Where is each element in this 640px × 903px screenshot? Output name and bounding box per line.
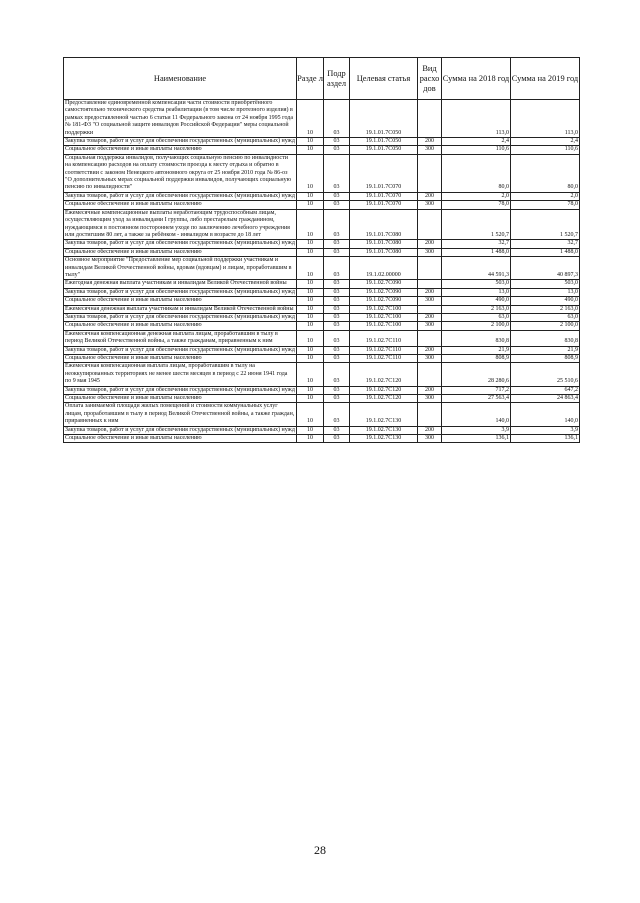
- row-expense-type-cell: [418, 257, 442, 280]
- header-name: Наименование: [64, 58, 297, 100]
- header-expense-type: Вид расхо дов: [418, 58, 442, 100]
- table-row: [64, 297, 580, 305]
- row-target-cell: 19.1.01.7С080: [350, 240, 418, 248]
- header-sum-2018: Сумма на 2018 год: [442, 58, 511, 100]
- row-target-cell: 19.1.01.7С050: [350, 146, 418, 154]
- row-sum-2019-cell: 2 163,0: [511, 305, 580, 313]
- header-row: [64, 58, 580, 100]
- table-row: [64, 305, 580, 313]
- row-target-cell: 19.1.01.7С070: [350, 192, 418, 200]
- budget-table: [63, 57, 580, 443]
- row-target-cell: 19.1.02.7С100: [350, 313, 418, 321]
- row-sum-2018-cell: 80,0: [442, 154, 511, 192]
- table-row: [64, 192, 580, 200]
- row-sum-2018-cell: 27 563,4: [442, 395, 511, 403]
- row-target-cell: 19.1.01.7С080: [350, 209, 418, 240]
- row-subsection-cell: 03: [324, 257, 350, 280]
- row-subsection-cell: 03: [324, 355, 350, 363]
- row-section-cell: 10: [297, 201, 324, 209]
- row-sum-2018-cell: 2 100,0: [442, 322, 511, 330]
- table-row: [64, 363, 580, 386]
- row-sum-2018-cell: 32,7: [442, 240, 511, 248]
- row-section-cell: 10: [297, 100, 324, 138]
- row-expense-type-cell: 300: [418, 322, 442, 330]
- row-sum-2018-cell: 830,8: [442, 330, 511, 346]
- row-section-cell: 10: [297, 313, 324, 321]
- row-sum-2019-cell: 1 520,7: [511, 209, 580, 240]
- row-target-cell: 19.1.01.7С070: [350, 201, 418, 209]
- row-sum-2018-cell: 21,9: [442, 346, 511, 354]
- row-sum-2018-cell: 3,9: [442, 426, 511, 434]
- row-expense-type-cell: 200: [418, 386, 442, 394]
- row-expense-type-cell: 300: [418, 355, 442, 363]
- row-section-cell: 10: [297, 288, 324, 296]
- row-name-cell: Закупка товаров, работ и услуг для обеспечения государственных (муниципальных) нужд: [65, 138, 295, 145]
- row-section-cell: 10: [297, 192, 324, 200]
- row-expense-type-cell: 200: [418, 426, 442, 434]
- row-name-cell: Социальное обеспечение и иные выплаты населению: [64, 435, 297, 443]
- row-section-cell: 10: [297, 330, 324, 346]
- row-name-cell: Закупка товаров, работ и услуг для обеспечения государственных (муниципальных) нужд: [65, 240, 295, 247]
- row-sum-2019-cell: 40 897,3: [511, 257, 580, 280]
- row-sum-2018-cell: 490,0: [442, 297, 511, 305]
- row-subsection-cell: 03: [324, 100, 350, 138]
- row-expense-type-cell: 300: [418, 248, 442, 256]
- header-subsection: Подр аздел: [324, 58, 350, 100]
- row-section-cell: 10: [297, 257, 324, 280]
- row-subsection-cell: 03: [324, 154, 350, 192]
- row-section-cell: 10: [297, 154, 324, 192]
- row-section-cell: 10: [297, 297, 324, 305]
- row-sum-2018-cell: 2,0: [442, 192, 511, 200]
- row-expense-type-cell: [418, 330, 442, 346]
- table-row: [64, 355, 580, 363]
- row-sum-2019-cell: 2 100,0: [511, 322, 580, 330]
- row-sum-2018-cell: 717,2: [442, 386, 511, 394]
- table-row: [64, 330, 580, 346]
- row-sum-2018-cell: 1 520,7: [442, 209, 511, 240]
- row-name-cell: Ежемесячная денежная выплата участникам и инвалидам Великой Отечественной войны: [64, 305, 297, 313]
- row-sum-2019-cell: 2,0: [511, 192, 580, 200]
- row-subsection-cell: 03: [324, 435, 350, 443]
- row-section-cell: 10: [297, 363, 324, 386]
- row-name-cell: Социальное обеспечение и иные выплаты населению: [64, 322, 297, 330]
- row-target-cell: 19.1.02.7С130: [350, 403, 418, 426]
- row-target-cell: 19.1.02.7С130: [350, 426, 418, 434]
- row-target-cell: 19.1.02.7С100: [350, 322, 418, 330]
- row-sum-2019-cell: 140,0: [511, 403, 580, 426]
- row-target-cell: 19.1.02.7С120: [350, 386, 418, 394]
- table-row: [64, 138, 580, 146]
- row-subsection-cell: 03: [324, 201, 350, 209]
- table-row: [64, 426, 580, 434]
- row-name-cell: Предоставление единовременной компенсации части стоимости приобретённого самостоятельно технического средства реабилитации (в том числе протезного изделия) в рамках предоставленной частью 6 статьи 11 Федерального закона от 24 ноября 1995 года № 181-ФЗ "О социальной защите инвалидов Российской Федерации" меры социальной поддержки: [64, 100, 297, 138]
- row-name-cell: Ежемесячные компенсационные выплаты неработающим трудоспособным лицам, осуществляющим уход за инвалидами I группы, либо престарелым гражданином, нуждающимся в постоянном постороннем уходе по заключению лечебного учреждения или достигшим 80 лет, а также за ребёнком - инвалидом в возрасте до 18 лет: [64, 209, 297, 240]
- row-target-cell: 19.1.02.7С100: [350, 305, 418, 313]
- table-row: [64, 288, 580, 296]
- row-section-cell: 10: [297, 280, 324, 288]
- row-name-cell: Закупка товаров, работ и услуг для обеспечения государственных (муниципальных) нужд: [65, 288, 295, 295]
- row-sum-2019-cell: 113,0: [511, 100, 580, 138]
- row-expense-type-cell: 300: [418, 435, 442, 443]
- row-sum-2019-cell: 63,0: [511, 313, 580, 321]
- table-row: [64, 100, 580, 138]
- row-expense-type-cell: [418, 209, 442, 240]
- row-expense-type-cell: 200: [418, 138, 442, 146]
- row-section-cell: 10: [297, 146, 324, 154]
- row-sum-2019-cell: 21,9: [511, 346, 580, 354]
- row-sum-2019-cell: 80,0: [511, 154, 580, 192]
- row-name-cell: Основное мероприятие "Предоставление мер социальной поддержки участникам и инвалидам Великой Отечественной войны, вдовам (вдовцам) и лицам, проработавшим в тылу": [64, 257, 297, 280]
- table-row: [64, 386, 580, 394]
- row-expense-type-cell: [418, 100, 442, 138]
- table-row: [64, 322, 580, 330]
- row-name-cell: Социальное обеспечение и иные выплаты населению: [64, 146, 297, 154]
- row-target-cell: 19.1.01.7С050: [350, 138, 418, 146]
- row-section-cell: 10: [297, 395, 324, 403]
- row-name-cell: Социальное обеспечение и иные выплаты населению: [64, 297, 297, 305]
- row-sum-2018-cell: 503,0: [442, 280, 511, 288]
- row-section-cell: 10: [297, 346, 324, 354]
- row-sum-2019-cell: 647,2: [511, 386, 580, 394]
- table-row: [64, 146, 580, 154]
- row-target-cell: 19.1.02.7С090: [350, 297, 418, 305]
- row-target-cell: 19.1.02.7С120: [350, 363, 418, 386]
- row-name-cell: Оплата занимаемой площади жилых помещений и стоимости коммунальных услуг лицам, проработавшим в тылу в период Великой Отечественной войны, а также граждан, приравненных к ним: [64, 403, 297, 426]
- row-sum-2018-cell: 13,0: [442, 288, 511, 296]
- row-sum-2018-cell: 28 280,6: [442, 363, 511, 386]
- row-subsection-cell: 03: [324, 297, 350, 305]
- row-sum-2018-cell: 63,0: [442, 313, 511, 321]
- row-section-cell: 10: [297, 209, 324, 240]
- row-name-cell: Закупка товаров, работ и услуг для обеспечения государственных (муниципальных) нужд: [65, 386, 295, 393]
- table-row: [64, 257, 580, 280]
- row-name-cell: Социальное обеспечение и иные выплаты населению: [64, 201, 297, 209]
- table-row: [64, 154, 580, 192]
- row-section-cell: 10: [297, 355, 324, 363]
- row-sum-2019-cell: 830,8: [511, 330, 580, 346]
- table-row: [64, 248, 580, 256]
- table-row: [64, 201, 580, 209]
- row-section-cell: 10: [297, 435, 324, 443]
- row-sum-2019-cell: 490,0: [511, 297, 580, 305]
- row-section-cell: 10: [297, 386, 324, 394]
- row-target-cell: 19.1.02.7С090: [350, 288, 418, 296]
- row-expense-type-cell: 200: [418, 240, 442, 248]
- header-target-item: Целевая статья: [350, 58, 418, 100]
- row-name-cell: Социальная поддержка инвалидов, получающих социальную пенсию по инвалидности на компенсацию расходов на оплату стоимости проезда к месту отдыха и обратно в соответствии с законом Ненецкого автономного округа от 25 ноября 2010 года № 86-оз "О дополнительных мерах социальной поддержки инвалидов, получающих социальную пенсию по инвалидности": [64, 154, 297, 192]
- row-expense-type-cell: 300: [418, 201, 442, 209]
- row-subsection-cell: 03: [324, 346, 350, 354]
- row-sum-2018-cell: 113,0: [442, 100, 511, 138]
- row-expense-type-cell: 200: [418, 346, 442, 354]
- row-expense-type-cell: [418, 280, 442, 288]
- row-target-cell: 19.1.02.7С090: [350, 280, 418, 288]
- row-expense-type-cell: [418, 154, 442, 192]
- table-row: [64, 403, 580, 426]
- row-subsection-cell: 03: [324, 313, 350, 321]
- row-expense-type-cell: [418, 305, 442, 313]
- row-name-cell: Социальное обеспечение и иные выплаты населению: [64, 248, 297, 256]
- row-name-cell: Закупка товаров, работ и услуг для обеспечения государственных (муниципальных) нужд: [65, 426, 295, 433]
- row-name-cell: Закупка товаров, работ и услуг для обеспечения государственных (муниципальных) нужд: [65, 192, 295, 199]
- table-row: [64, 435, 580, 443]
- row-section-cell: 10: [297, 403, 324, 426]
- row-sum-2019-cell: 13,0: [511, 288, 580, 296]
- row-sum-2019-cell: 2,4: [511, 138, 580, 146]
- row-subsection-cell: 03: [324, 386, 350, 394]
- row-subsection-cell: 03: [324, 403, 350, 426]
- row-sum-2018-cell: 78,0: [442, 201, 511, 209]
- table-body: [64, 100, 580, 443]
- row-section-cell: 10: [297, 248, 324, 256]
- header-sum-2019: Сумма на 2019 год: [511, 58, 580, 100]
- row-sum-2019-cell: 1 488,0: [511, 248, 580, 256]
- row-sum-2019-cell: 3,9: [511, 426, 580, 434]
- row-sum-2019-cell: 808,9: [511, 355, 580, 363]
- row-sum-2019-cell: 136,1: [511, 435, 580, 443]
- row-section-cell: 10: [297, 426, 324, 434]
- row-subsection-cell: 03: [324, 330, 350, 346]
- row-expense-type-cell: 300: [418, 395, 442, 403]
- row-sum-2019-cell: 503,0: [511, 280, 580, 288]
- row-subsection-cell: 03: [324, 288, 350, 296]
- row-target-cell: 19.1.02.7С110: [350, 346, 418, 354]
- row-subsection-cell: 03: [324, 395, 350, 403]
- row-sum-2018-cell: 110,6: [442, 146, 511, 154]
- row-subsection-cell: 03: [324, 363, 350, 386]
- row-name-cell: Закупка товаров, работ и услуг для обеспечения государственных (муниципальных) нужд: [65, 313, 295, 320]
- row-expense-type-cell: 300: [418, 146, 442, 154]
- page-number: 28: [314, 843, 326, 857]
- row-subsection-cell: 03: [324, 322, 350, 330]
- row-sum-2018-cell: 44 591,3: [442, 257, 511, 280]
- row-expense-type-cell: 200: [418, 313, 442, 321]
- table-row: [64, 395, 580, 403]
- row-name-cell: Социальное обеспечение и иные выплаты населению: [64, 355, 297, 363]
- row-sum-2019-cell: 24 863,4: [511, 395, 580, 403]
- row-subsection-cell: 03: [324, 209, 350, 240]
- table-row: [64, 346, 580, 354]
- table-row: [64, 280, 580, 288]
- row-name-cell: Социальное обеспечение и иные выплаты населению: [64, 395, 297, 403]
- row-sum-2019-cell: 25 510,6: [511, 363, 580, 386]
- row-name-cell: Закупка товаров, работ и услуг для обеспечения государственных (муниципальных) нужд: [65, 346, 295, 353]
- table-row: [64, 313, 580, 321]
- row-target-cell: 19.1.01.7С050: [350, 100, 418, 138]
- row-sum-2018-cell: 2,4: [442, 138, 511, 146]
- row-subsection-cell: 03: [324, 192, 350, 200]
- row-target-cell: 19.1.02.00000: [350, 257, 418, 280]
- row-sum-2018-cell: 136,1: [442, 435, 511, 443]
- row-subsection-cell: 03: [324, 138, 350, 146]
- row-name-cell: Ежемесячная компенсационная выплата лицам, проработавшим в тылу на неоккупированных территориях не менее шести месяцев в период с 22 июня 1941 года по 9 мая 1945: [64, 363, 297, 386]
- row-sum-2019-cell: 78,0: [511, 201, 580, 209]
- row-sum-2019-cell: 32,7: [511, 240, 580, 248]
- row-subsection-cell: 03: [324, 240, 350, 248]
- row-section-cell: 10: [297, 240, 324, 248]
- table-header: [64, 58, 580, 100]
- row-section-cell: 10: [297, 138, 324, 146]
- row-section-cell: 10: [297, 322, 324, 330]
- row-target-cell: 19.1.01.7С080: [350, 248, 418, 256]
- row-target-cell: 19.1.02.7С130: [350, 435, 418, 443]
- row-name-cell: Ежегодная денежная выплата участникам и инвалидам Великой Отечественной войны: [64, 280, 297, 288]
- row-expense-type-cell: [418, 363, 442, 386]
- row-name-cell: Ежемесячная компенсационная денежная выплата лицам, проработавшим в тылу в период Великой Отечественной войны, а также гражданам, приравненным к ним: [64, 330, 297, 346]
- row-target-cell: 19.1.02.7С110: [350, 330, 418, 346]
- row-section-cell: 10: [297, 305, 324, 313]
- row-sum-2019-cell: 110,6: [511, 146, 580, 154]
- row-subsection-cell: 03: [324, 280, 350, 288]
- table-row: [64, 209, 580, 240]
- row-sum-2018-cell: 808,9: [442, 355, 511, 363]
- row-subsection-cell: 03: [324, 426, 350, 434]
- row-expense-type-cell: 300: [418, 297, 442, 305]
- row-sum-2018-cell: 140,0: [442, 403, 511, 426]
- row-sum-2018-cell: 2 163,0: [442, 305, 511, 313]
- row-target-cell: 19.1.02.7С120: [350, 395, 418, 403]
- header-section: Разде л: [297, 58, 324, 100]
- row-expense-type-cell: 200: [418, 288, 442, 296]
- row-sum-2018-cell: 1 488,0: [442, 248, 511, 256]
- row-subsection-cell: 03: [324, 305, 350, 313]
- row-expense-type-cell: [418, 403, 442, 426]
- row-subsection-cell: 03: [324, 248, 350, 256]
- row-target-cell: 19.1.02.7С110: [350, 355, 418, 363]
- row-expense-type-cell: 200: [418, 192, 442, 200]
- table-row: [64, 240, 580, 248]
- row-subsection-cell: 03: [324, 146, 350, 154]
- row-target-cell: 19.1.01.7С070: [350, 154, 418, 192]
